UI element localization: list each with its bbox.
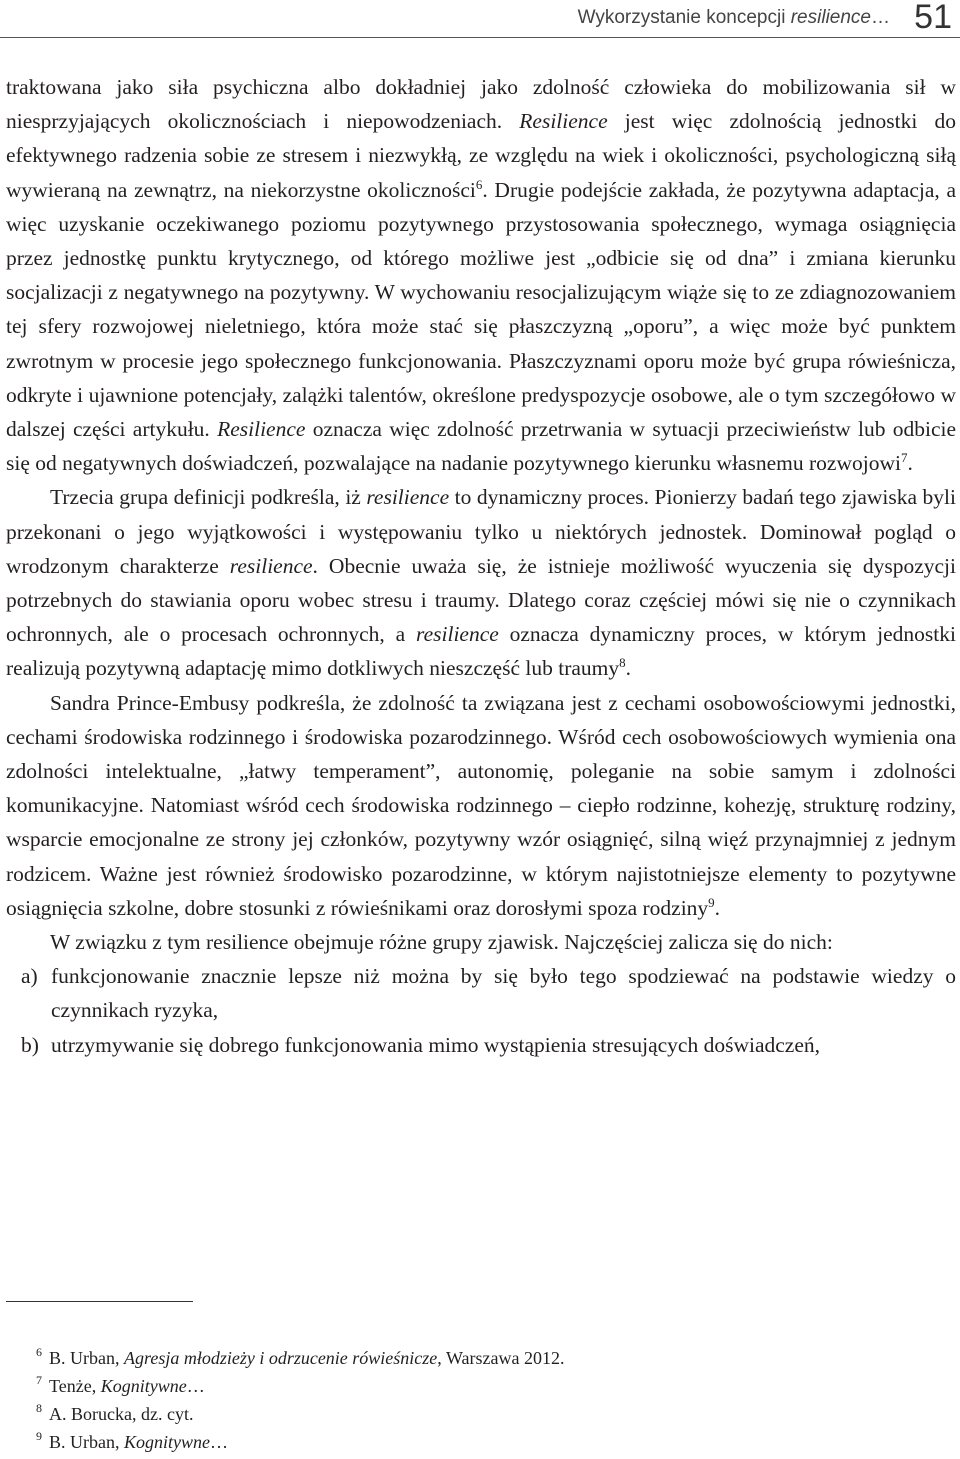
list-item-text: funkcjonowanie znacznie lepsze niż można by się było tego spodziewać na podstawie wiedzy o czynnikach ryzyka, bbox=[51, 964, 956, 1023]
header-rule bbox=[0, 37, 960, 38]
italic-term: resilience bbox=[229, 553, 313, 578]
body-text bbox=[6, 70, 956, 1062]
footnotes bbox=[36, 1344, 564, 1456]
running-title-text: Wykorzystanie koncepcji bbox=[577, 7, 791, 28]
page-header bbox=[0, 0, 960, 38]
text-run: , Warszawa 2012. bbox=[437, 1348, 565, 1368]
footnote-number: 7 bbox=[36, 1373, 42, 1387]
italic-term: Resilience bbox=[217, 417, 306, 442]
text-run: A. Borucka, dz. cyt. bbox=[49, 1404, 194, 1424]
text-run: jest więc zdolnością jednostki do efektywnego radzenia sobie ze stresem i niezwykłą, ze względu na wiek i okoliczności, psychologiczną siłą wywieraną na zewnątrz, na niekorzystne okoliczności bbox=[6, 109, 956, 202]
paragraph bbox=[6, 925, 956, 959]
text-run: B. Urban, bbox=[49, 1348, 124, 1368]
list-item-text: utrzymywanie się dobrego funkcjonowania mimo wystąpienia stresujących doświadczeń, bbox=[51, 1032, 820, 1057]
text-run: . Drugie podejście zakłada, że pozytywna adaptacja, a więc uzyskanie oczekiwanego poziomu pozytywnego przystosowania społecznego, wymaga osiągnięcia przez jednostkę punktu krytycznego, od którego możliwe jest „odbicie się od dna” i zmiana kierunku socjalizacji z negatywnego na pozytywny. W wychowaniu resocjalizującym wiąże się to ze zdiagnozowaniem tej sfery rozwojowej nieletniego, która może stać się płaszczyzną „oporu”, a więc może być punktem zwrotnym w procesie jego społecznego funkcjonowania. Płaszczyznami oporu może być grupa rówieśnicza, odkryte i ujawnione potencjały, zalążki talentów, określone predyspozycje osobowe, ale o tym szczegółowo w dalszej części artykułu. bbox=[6, 177, 956, 442]
footnote-number: 9 bbox=[36, 1429, 42, 1443]
footnote-number: 6 bbox=[36, 1345, 42, 1359]
text-run: traktowana jako siła psychiczna albo dokładniej jako zdolność człowieka do mobilizowania sił w niesprzyjających okolicznościach i niepowodzeniach. bbox=[6, 75, 956, 134]
text-run: to dynamiczny proces. Pionierzy badań tego zjawiska byli przekonani o jego wyjątkowości i występowaniu tylko u niektórych jednostek. Dominował pogląd o wrodzonym charakterze bbox=[6, 485, 957, 578]
footnote-separator bbox=[6, 1301, 193, 1302]
text-run: … bbox=[210, 1432, 228, 1452]
text-run: Sandra Prince-Embusy podkreśla, że zdolność ta związana jest z cechami osobowościowymi jednostki, cechami środowiska rodzinnego i środowiska pozarodzinnego. Wśród cech osobowościowych wymienia ona zdolności intelektualne, „łatwy temperament”, autonomię, poleganie na sobie samym i zdolności komunikacyjne. Natomiast wśród cech środowiska rodzinnego – ciepło rodzinne, kohezję, strukturę rodziny, wsparcie emocjonalne ze strony jej członków, pozytywny wzór osiągnięć, silną więź przynajmniej z jednym rodzicem. Ważne jest również środowisko pozarodzinne, w którym najistotniejsze elementy to pozytywne osiągnięcia szkolne, dobre stosunki z rówieśnikami oraz dorosłymi spoza rodziny bbox=[6, 690, 956, 920]
italic-term: resilience bbox=[366, 485, 450, 510]
paragraph bbox=[6, 686, 956, 925]
text-run: W związku z tym resilience obejmuje różne grupy zjawisk. Najczęściej zalicza się do nich: bbox=[50, 930, 833, 955]
running-title-italic: resilience bbox=[790, 7, 871, 28]
italic-term: Resilience bbox=[519, 109, 608, 134]
italic-term: Kognitywne bbox=[124, 1432, 210, 1452]
text-run: oznacza więc zdolność przetrwania w sytuacji przeciwieństw lub odbicie się od negatywnych doświadczeń, pozwalające na nadanie pozytywnego kierunku własnemu rozwojowi bbox=[6, 417, 957, 476]
footnote bbox=[36, 1344, 564, 1372]
footnote-number: 8 bbox=[36, 1401, 42, 1415]
footnote-text bbox=[49, 1404, 193, 1424]
text-run: . bbox=[907, 451, 913, 476]
footnote-text bbox=[49, 1348, 564, 1368]
text-run: . bbox=[714, 895, 721, 920]
list-item bbox=[6, 959, 956, 1027]
phenomena-list bbox=[6, 959, 956, 1062]
text-run: … bbox=[186, 1376, 205, 1396]
page-number: 51 bbox=[914, 0, 952, 36]
list-marker: a) bbox=[21, 964, 38, 989]
text-run: Trzecia grupa definicji podkreśla, iż bbox=[50, 485, 367, 510]
footnote-ref: 7 bbox=[900, 450, 908, 466]
italic-term: Agresja młodzieży i odrzucenie rówieśnicze bbox=[124, 1348, 438, 1368]
paragraph-continued bbox=[6, 70, 956, 480]
italic-term: Kognitywne bbox=[100, 1376, 187, 1396]
italic-term: resilience bbox=[416, 622, 499, 647]
footnote-text bbox=[49, 1376, 205, 1396]
footnote-ref: 9 bbox=[708, 894, 715, 910]
footnote-ref: 8 bbox=[619, 655, 626, 671]
text-run: B. Urban, bbox=[49, 1432, 124, 1452]
list-item bbox=[6, 1028, 956, 1062]
footnote bbox=[36, 1372, 564, 1400]
text-run: . Obecnie uważa się, że istnieje możliwość wyuczenia się dyspozycji potrzebnych do stawiania oporu wobec stresu i traumy. Dlatego coraz częściej mówi się nie o czynnikach ochronnych, ale o procesach ochronnych, a bbox=[6, 553, 956, 647]
text-run: oznacza dynamiczny proces, w którym jednostki realizują pozytywną adaptację mimo dotkliwych nieszczęść lub traumy bbox=[6, 622, 956, 681]
text-run: Tenże, bbox=[49, 1376, 101, 1396]
footnote bbox=[36, 1400, 564, 1428]
footnote-text bbox=[49, 1432, 228, 1452]
footnote bbox=[36, 1428, 564, 1456]
running-title-ellipsis: … bbox=[871, 7, 890, 28]
paragraph bbox=[6, 480, 956, 685]
running-title bbox=[578, 7, 890, 29]
text-run: . bbox=[625, 656, 631, 681]
list-marker: b) bbox=[21, 1032, 39, 1057]
footnote-ref: 6 bbox=[475, 176, 483, 192]
